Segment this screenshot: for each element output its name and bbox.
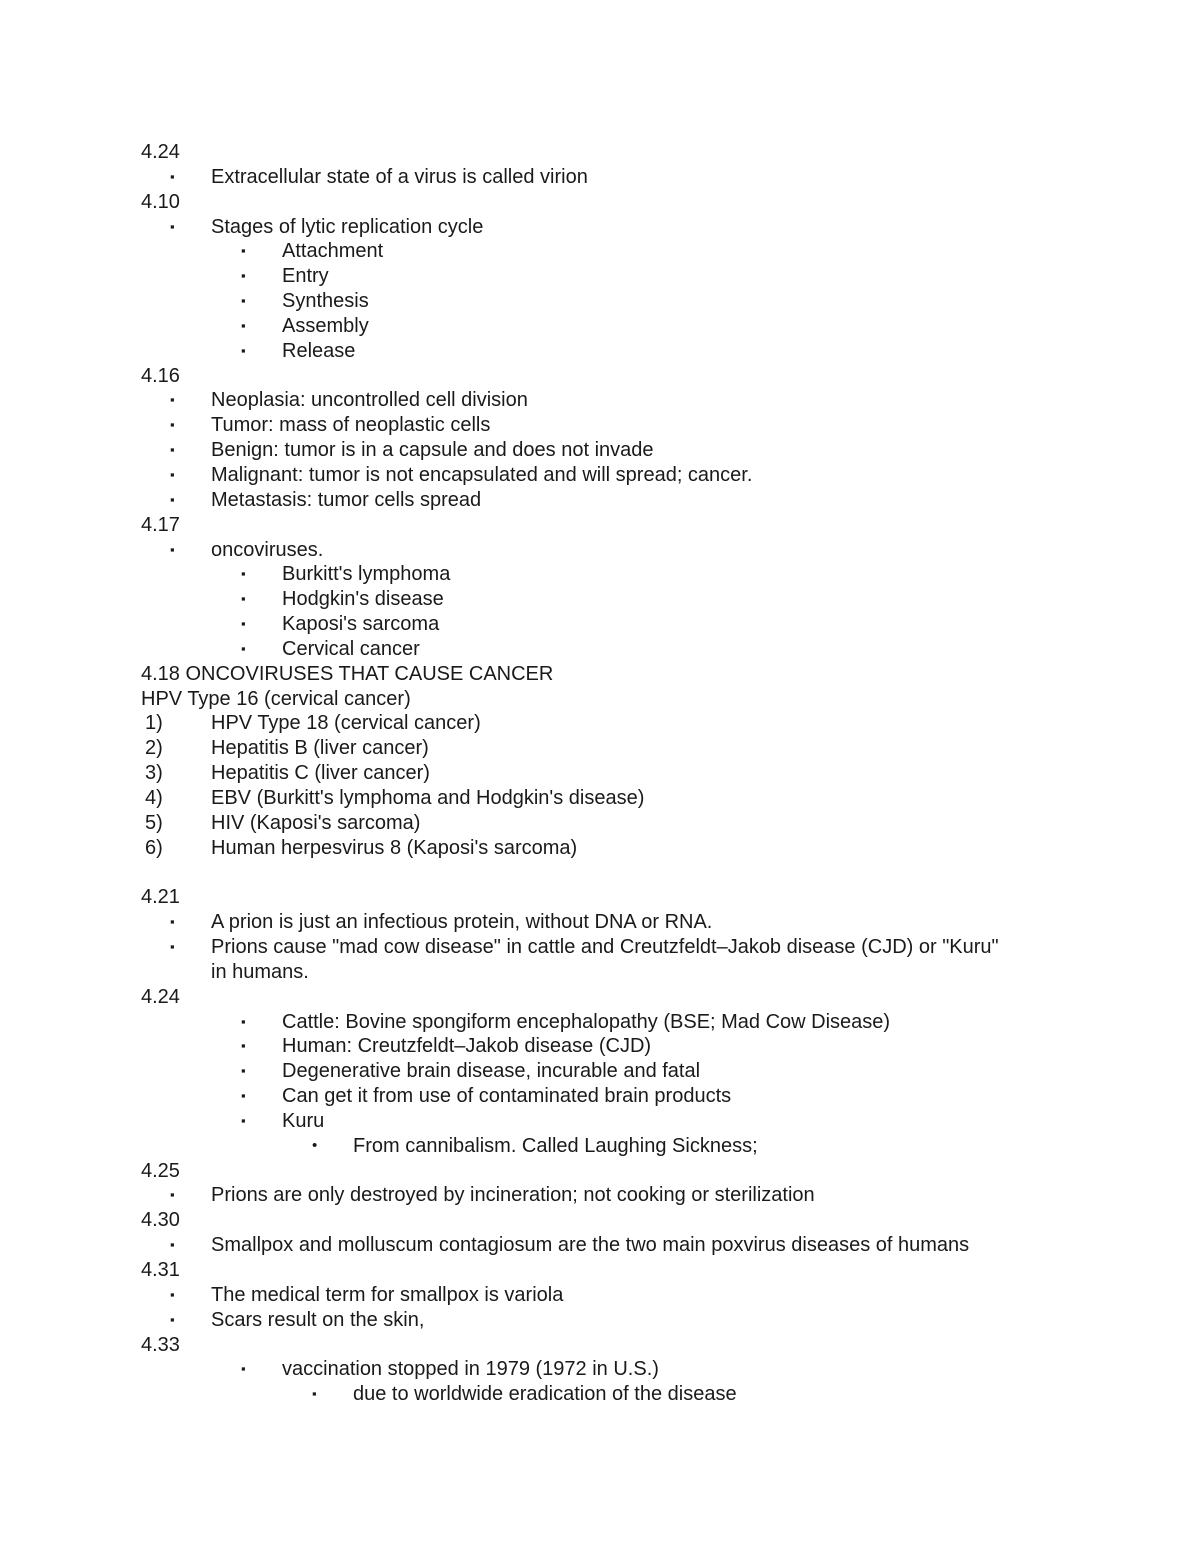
square-bullet-icon: ▪ — [170, 218, 175, 234]
square-bullet-icon: ▪ — [170, 1286, 175, 1302]
bullet-text: Assembly — [282, 314, 369, 337]
bullet-text: Can get it from use of contaminated brain products — [282, 1085, 732, 1108]
bullet-text: Entry — [282, 265, 329, 288]
section-heading-line — [0, 364, 1200, 389]
square-bullet-icon: ▪ — [241, 243, 246, 259]
list-number: 6) — [145, 836, 163, 859]
bullet-list-item — [0, 562, 1200, 587]
section-heading-line — [0, 662, 1200, 687]
square-bullet-icon: ▪ — [241, 566, 246, 582]
numbered-list-item — [0, 711, 1200, 736]
numbered-list-item — [0, 761, 1200, 786]
bullet-text: Prions are only destroyed by incineration; not cooking or sterilization — [211, 1184, 815, 1207]
bullet-text: Release — [282, 339, 356, 362]
bullet-list-item — [0, 264, 1200, 289]
square-bullet-icon: ▪ — [312, 1386, 317, 1402]
bullet-list-item — [0, 1109, 1200, 1134]
section-heading: 4.21 — [141, 886, 180, 909]
section-heading: 4.16 — [141, 364, 180, 387]
section-heading: 4.18 ONCOVIRUSES THAT CAUSE CANCER — [141, 662, 554, 685]
section-heading: 4.33 — [141, 1333, 180, 1356]
bullet-list-item — [0, 612, 1200, 637]
square-bullet-icon: ▪ — [170, 491, 175, 507]
bullet-list-item — [0, 1034, 1200, 1059]
bullet-list-item — [0, 165, 1200, 190]
bullet-text: A prion is just an infectious protein, without DNA or RNA. — [211, 911, 713, 934]
list-item-text: Hepatitis B (liver cancer) — [211, 737, 429, 760]
section-heading-line — [0, 985, 1200, 1010]
notes-body — [0, 140, 1200, 1407]
bullet-list-item — [0, 1010, 1200, 1035]
bullet-text: vaccination stopped in 1979 (1972 in U.S.) — [282, 1358, 659, 1381]
numbered-list-item — [0, 786, 1200, 811]
square-bullet-icon: ▪ — [241, 1112, 246, 1128]
bullet-list-item — [0, 215, 1200, 240]
square-bullet-icon: ▪ — [241, 1013, 246, 1029]
round-bullet-icon: • — [312, 1136, 318, 1154]
bullet-text: The medical term for smallpox is variola — [211, 1283, 564, 1306]
square-bullet-icon: ▪ — [241, 293, 246, 309]
bullet-list-item — [0, 339, 1200, 364]
bullet-list-item — [0, 1084, 1200, 1109]
bullet-list-item — [0, 314, 1200, 339]
blank-line — [0, 860, 1200, 885]
square-bullet-icon: ▪ — [170, 1311, 175, 1327]
bullet-list-item — [0, 438, 1200, 463]
section-heading-line — [0, 513, 1200, 538]
square-bullet-icon: ▪ — [241, 342, 246, 358]
bullet-list-item — [0, 935, 1200, 985]
square-bullet-icon: ▪ — [170, 914, 175, 930]
bullet-text: Tumor: mass of neoplastic cells — [211, 414, 491, 437]
bullet-list-item — [0, 463, 1200, 488]
section-heading: 4.30 — [141, 1209, 180, 1232]
numbered-list-item — [0, 811, 1200, 836]
bullet-list-item — [0, 538, 1200, 563]
bullet-text: due to worldwide eradication of the disease — [353, 1383, 737, 1406]
section-heading: 4.25 — [141, 1159, 180, 1182]
bullet-text: From cannibalism. Called Laughing Sickness; — [353, 1134, 758, 1157]
section-heading-line — [0, 1258, 1200, 1283]
bullet-list-item — [0, 1233, 1200, 1258]
bullet-list-item — [0, 1183, 1200, 1208]
square-bullet-icon: ▪ — [170, 466, 175, 482]
section-heading: 4.17 — [141, 513, 180, 536]
bullet-text: Extracellular state of a virus is called virion — [211, 165, 588, 188]
square-bullet-icon: ▪ — [170, 417, 175, 433]
list-item-text: Hepatitis C (liver cancer) — [211, 762, 430, 785]
bullet-text: Cervical cancer — [282, 637, 420, 660]
square-bullet-icon: ▪ — [241, 616, 246, 632]
square-bullet-icon: ▪ — [170, 1237, 175, 1253]
bullet-text: Hodgkin's disease — [282, 588, 444, 611]
bullet-text: Metastasis: tumor cells spread — [211, 488, 482, 511]
bullet-text: Scars result on the skin, — [211, 1308, 425, 1331]
bullet-text: Cattle: Bovine spongiform encephalopathy (BSE; Mad Cow Disease) — [282, 1010, 891, 1033]
bullet-list-item — [0, 637, 1200, 662]
section-heading-line — [0, 1333, 1200, 1358]
section-heading: 4.31 — [141, 1258, 180, 1281]
list-item-text: HPV Type 18 (cervical cancer) — [211, 712, 481, 735]
bullet-list-item — [0, 1283, 1200, 1308]
list-number: 3) — [145, 762, 163, 785]
bullet-list-item — [0, 1382, 1200, 1407]
square-bullet-icon: ▪ — [170, 392, 175, 408]
section-heading-line — [0, 687, 1200, 712]
section-heading-line — [0, 1208, 1200, 1233]
square-bullet-icon: ▪ — [241, 1088, 246, 1104]
square-bullet-icon: ▪ — [241, 268, 246, 284]
square-bullet-icon: ▪ — [241, 1038, 246, 1054]
list-number: 1) — [145, 712, 163, 735]
square-bullet-icon: ▪ — [170, 541, 175, 557]
bullet-text: Degenerative brain disease, incurable and fatal — [282, 1060, 701, 1083]
bullet-text: Synthesis — [282, 290, 369, 313]
list-item-text: HIV (Kaposi's sarcoma) — [211, 811, 421, 834]
numbered-list-item — [0, 836, 1200, 861]
square-bullet-icon: ▪ — [241, 317, 246, 333]
section-heading-line — [0, 885, 1200, 910]
bullet-text: Malignant: tumor is not encapsulated and will spread; cancer. — [211, 463, 753, 486]
list-number: 2) — [145, 737, 163, 760]
section-heading-line — [0, 1159, 1200, 1184]
square-bullet-icon: ▪ — [241, 1361, 246, 1377]
list-number: 4) — [145, 786, 163, 809]
bullet-text: Kaposi's sarcoma — [282, 613, 440, 636]
list-item-text: Human herpesvirus 8 (Kaposi's sarcoma) — [211, 836, 578, 859]
square-bullet-icon: ▪ — [170, 939, 175, 954]
bullet-text: Smallpox and molluscum contagiosum are the two main poxvirus diseases of humans — [211, 1234, 970, 1257]
list-number: 5) — [145, 811, 163, 834]
section-heading: HPV Type 16 (cervical cancer) — [141, 687, 411, 710]
bullet-list-item — [0, 1059, 1200, 1084]
bullet-text: Burkitt's lymphoma — [282, 563, 451, 586]
bullet-list-item — [0, 910, 1200, 935]
bullet-text: Benign: tumor is in a capsule and does not invade — [211, 439, 654, 462]
bullet-text: Stages of lytic replication cycle — [211, 215, 484, 238]
bullet-list-item — [0, 388, 1200, 413]
section-heading: 4.24 — [141, 141, 180, 163]
bullet-list-item — [0, 289, 1200, 314]
square-bullet-icon: ▪ — [241, 591, 246, 607]
bullet-text: Neoplasia: uncontrolled cell division — [211, 389, 528, 412]
section-heading-line — [0, 140, 1200, 165]
bullet-list-item — [0, 239, 1200, 264]
bullet-text: Kuru — [282, 1109, 325, 1132]
bullet-list-item — [0, 1134, 1200, 1159]
bullet-list-item — [0, 1308, 1200, 1333]
numbered-list-item — [0, 736, 1200, 761]
bullet-list-item — [0, 1357, 1200, 1382]
bullet-text: Attachment — [282, 240, 384, 263]
list-item-text: EBV (Burkitt's lymphoma and Hodgkin's disease) — [211, 786, 645, 809]
square-bullet-icon: ▪ — [170, 1187, 175, 1203]
square-bullet-icon: ▪ — [170, 442, 175, 458]
square-bullet-icon: ▪ — [241, 640, 246, 656]
section-heading: 4.24 — [141, 985, 180, 1008]
square-bullet-icon: ▪ — [170, 168, 175, 184]
section-heading: 4.10 — [141, 190, 180, 213]
bullet-list-item — [0, 413, 1200, 438]
square-bullet-icon: ▪ — [241, 1063, 246, 1079]
bullet-text: Prions cause "mad cow disease" in cattle and Creutzfeldt–Jakob disease (CJD) or "Kuru" in humans. — [211, 936, 999, 983]
bullet-list-item — [0, 488, 1200, 513]
bullet-list-item — [0, 587, 1200, 612]
bullet-text: Human: Creutzfeldt–Jakob disease (CJD) — [282, 1035, 652, 1058]
bullet-text: oncoviruses. — [211, 538, 324, 561]
section-heading-line — [0, 190, 1200, 215]
